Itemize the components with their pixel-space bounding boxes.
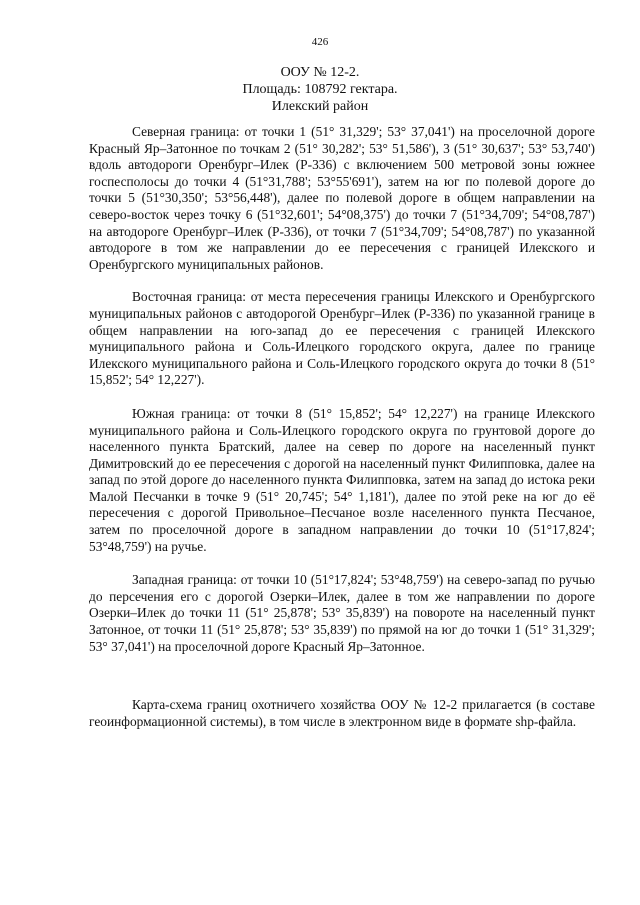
document-title: ООУ № 12-2. xyxy=(280,65,360,80)
southern-border-paragraph: Южная граница: от точки 8 (51° 15,852'; 54° 12,227') на границе Илекского муниципального района и Соль-Илецкого городского округа по грунтовой дороге до населенного пункта Братский, далее на север по дороге на населенный пункт Димитровский до ее пересечения с дорогой на населенный пункт Филипповка, далее на запад по этой дороге до населенного пункта Филипповка, затем на запад до истока реки Малой Песчанки в точке 9 (51° 20,745'; 54° 1,181'), далее по этой реке на юг до её пересечения с дорогой Привольное–Песчаное возле населенного пункта Песчаное, затем по проселочной дороге в западном направлении до точки 10 (51°17,824'; 53°48,759') на ручье. xyxy=(89,405,595,554)
western-border-paragraph: Западная граница: от точки 10 (51°17,824'; 53°48,759') на северо-запад по ручью до персечения его с дорогой Озерки–Илек, далее в том же направлении по дороге Озерки–Илек до точки 11 (51° 25,878'; 53° 35,839') на повороте на населенный пункт Затонное, от точки 11 (51° 25,878'; 53° 35,839') по прямой на юг до точки 1 (51° 31,329'; 53° 37,041') на проселочной дороге Красный Яр–Затонное. xyxy=(89,572,595,654)
area-line: Площадь: 108792 гектара. xyxy=(242,82,398,97)
map-scheme-paragraph: Карта-схема границ охотничего хозяйства ООУ № 12-2 прилагается (в составе геоинформационной системы), в том числе в электронном виде в формате shp-файла. xyxy=(89,697,595,729)
document-heading xyxy=(0,64,640,115)
eastern-border-paragraph: Восточная граница: от места пересечения границы Илекского и Оренбургского муниципальных районов с автодорогой Оренбург–Илек (Р-336) по указанной границе в общем направлении на юго-запад до ее пересечения с границей Илекского муниципального района и Соль-Илецкого городского округа, далее по границе Илекского муниципального района и Соль-Илецкого городского округа до точки 8 (51° 15,852'; 54° 12,227'). xyxy=(89,289,595,388)
northern-border-paragraph: Северная граница: от точки 1 (51° 31,329'; 53° 37,041') на проселочной дороге Красный Яр–Затонное по точкам 2 (51° 30,282'; 53° 51,586'), 3 (51° 30,637'; 53° 53,740') вдоль автодороги Оренбург–Илек (Р-336) с включением 500 метровой зоны южнее госпесполосы до точки 4 (51°31,788'; 53°55'691'), затем на юг по полевой дороге до точки 5 (51°30,350'; 53°56,448'), далее по полевой дороге в общем направлении на северо-восток через точку 6 (51°32,601'; 54°08,375') до точки 7 (51°34,709'; 54°08,787') на автодороге Оренбург–Илек (Р-336), от точки 7 (51°34,709'; 54°08,787') по указанной автодороге в том же направлении до ее пересечения с границей Илекского и Оренбургского муниципальных районов. xyxy=(89,124,595,272)
document-body xyxy=(89,124,595,730)
page-number: 426 xyxy=(311,36,329,48)
district-line: Илекский район xyxy=(271,99,369,114)
